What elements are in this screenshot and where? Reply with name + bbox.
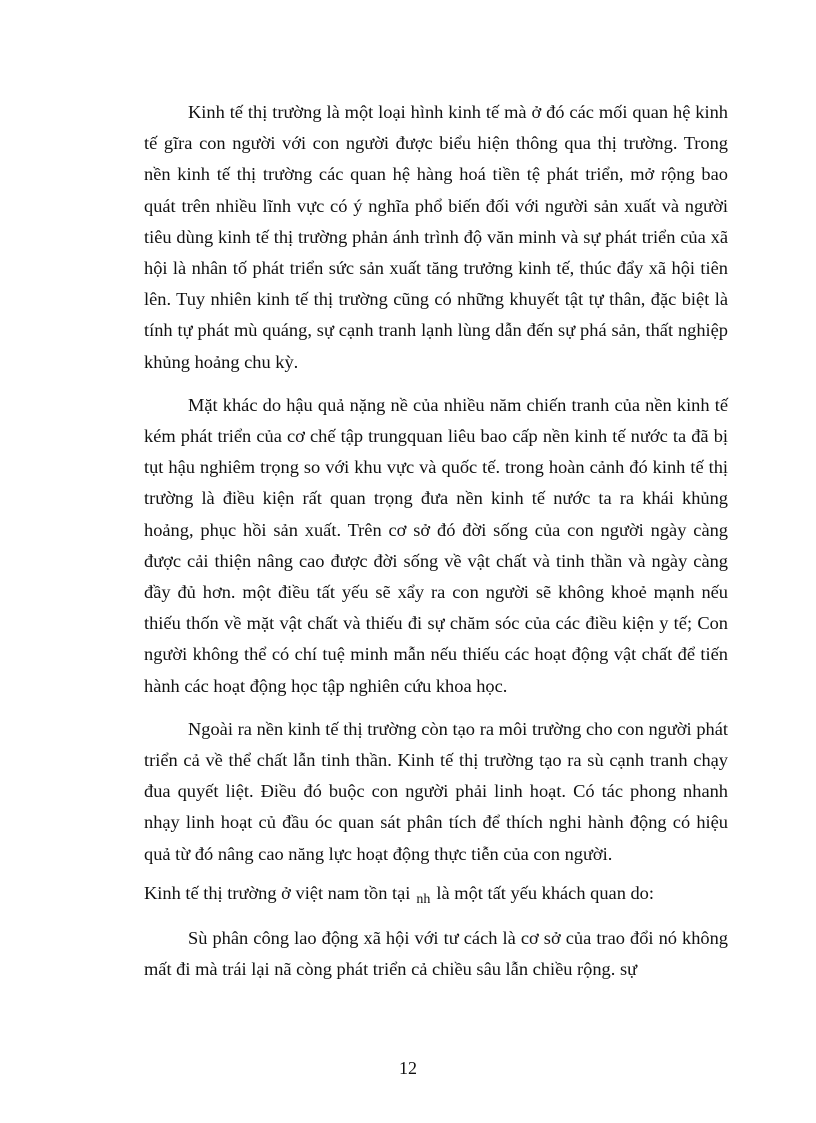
- paragraph-war-consequences: Mặt khác do hậu quả nặng nề của nhiều năm chiến tranh của nền kinh tế kém phát triển của cơ chế tập trungquan liêu bao cấp nền kinh tế nước ta đã bị tụt hậu nghiêm trọng so với khu vực và quốc tế. trong hoàn cảnh đó kinh tế thị trường là điều kiện rất quan trọng đưa nền kinh tế nước ta ra khái khủng hoảng, phục hồi sản xuất. Trên cơ sở đó đời sống của con người ngày càng được cải thiện nâng cao được đời sống về vật chất và tinh thần và ngày càng đầy đủ hơn. một điều tất yếu sẽ xẩy ra con người sẽ không khoẻ mạnh nếu thiếu thốn về mặt vật chất và thiếu đi sự chăm sóc của các điều kiện y tế; Con người không thể có chí tuệ minh mẫn nếu thiếu các hoạt động vật chất để tiến hành các hoạt động học tập nghiên cứu khoa học.: [144, 394, 728, 696]
- paragraph-labor-division: Sù phân công lao động xã hội với tư cách là cơ sở của trao đổi nó không mất đi mà trái lại nã còng phát triển cả chiều sâu lẫn chiều rộng. sự: [144, 928, 728, 980]
- statement-text-before: Kinh tế thị trường ở việt nam tồn tại: [144, 882, 411, 903]
- paragraph-objective-statement: [144, 878, 728, 911]
- paragraph-market-economy-definition: Kinh tế thị trường là một loại hình kinh tế mà ở đó các mối quan hệ kinh tế gĩra con người với con người được biểu hiện thông qua thị trường. Trong nền kinh tế thị trường các quan hệ hàng hoá tiền tệ phát triển, mở rộng bao quát trên nhiều lĩnh vực có ý nghĩa phổ biến đối với người sản xuất và người tiêu dùng kinh tế thị trường phản ánh trình độ văn minh và sự phát triển của xã hội là nhân tố phát triển sức sản xuất tăng trưởng kinh tế, thúc đẩy xã hội tiên lên. Tuy nhiên kinh tế thị trường cũng có những khuyết tật tự thân, đặc biệt là tính tự phát mù quáng, sự cạnh tranh lạnh lùng dẫn đến sự phá sản, thất nghiệp khủng hoảng chu kỳ.: [144, 102, 728, 372]
- page-number: 12: [399, 1058, 417, 1078]
- document-body: [144, 97, 728, 997]
- paragraph-human-development: Ngoài ra nền kinh tế thị trường còn tạo ra môi trường cho con người phát triển cả về thể chất lẫn tinh thần. Kinh tế thị trường tạo ra sù cạnh tranh chạy đua quyết liệt. Điều đó buộc con người phải linh hoạt. Có tác phong nhanh nhạy linh hoạt củ đầu óc quan sát phân tích để thích nghi hành động có hiệu quả từ đó nâng cao năng lực hoạt động thực tiễn của con người.: [144, 718, 728, 864]
- statement-subscript: nh: [416, 891, 431, 907]
- statement-text-after: là một tất yếu khách quan do:: [436, 882, 654, 903]
